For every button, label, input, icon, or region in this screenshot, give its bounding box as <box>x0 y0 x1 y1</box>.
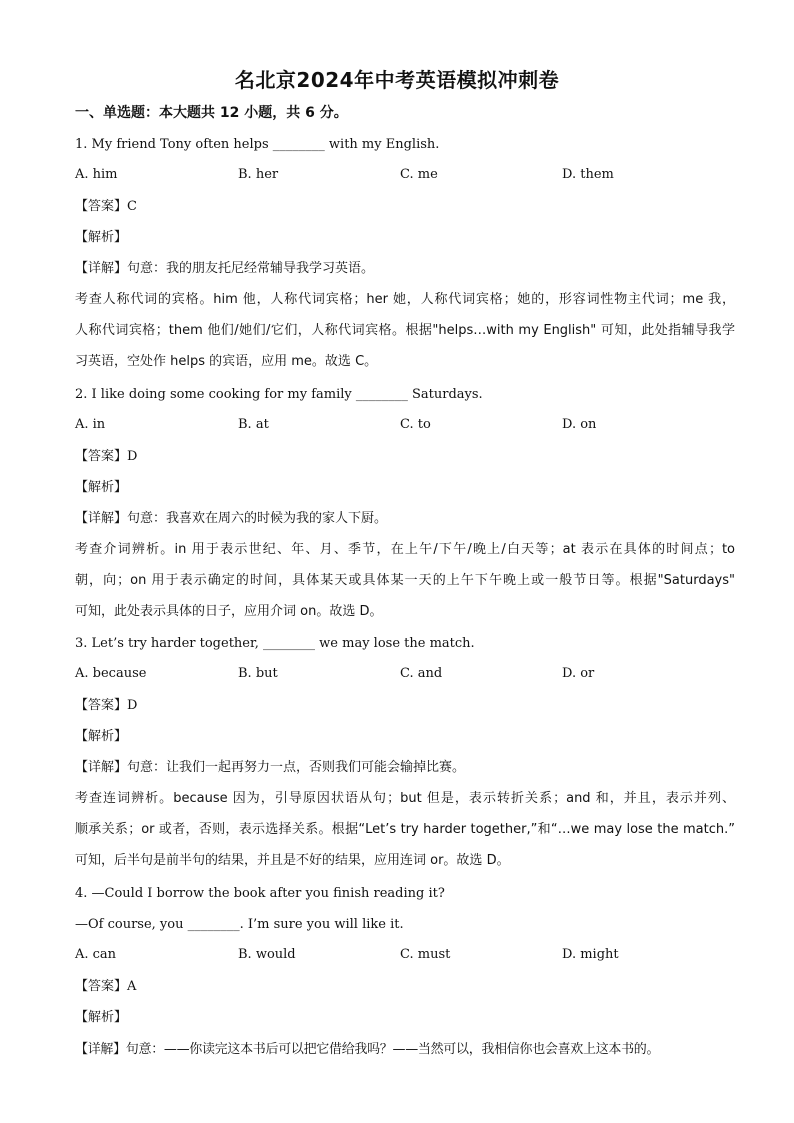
question-3-explain-line: 顺承关系；or 或者，否则，表示选择关系。根据“Let’s try harder together,”和“…we may lose the match.” <box>75 822 735 837</box>
answer-label: 【答案】 <box>75 449 128 464</box>
answer-value: A <box>127 979 137 994</box>
question-4-stem: 4. —Could I borrow the book after you finish reading it? <box>75 886 445 901</box>
question-3-answer <box>75 697 735 715</box>
question-1-option-b: B. her <box>238 167 279 182</box>
question-1-stem: 1. My friend Tony often helps ________ with my English. <box>75 137 440 152</box>
question-2-analysis-label: 【解析】 <box>75 480 128 495</box>
question-3-explain-line: 可知，后半句是前半句的结果，并且是不好的结果，应用连词 or。故选 D。 <box>75 853 510 868</box>
answer-label: 【答案】 <box>75 979 128 994</box>
answer-value: D <box>127 698 138 713</box>
answer-value: C <box>127 199 137 214</box>
question-3-option-d: D. or <box>562 666 595 681</box>
question-4-option-c: C. must <box>400 947 451 962</box>
question-4-option-a: A. can <box>75 947 117 962</box>
question-2-explain-line: 考查介词辨析。in 用于表示世纪、年、月、季节，在上午/下午/晚上/白天等；at 表示在具体的时间点；to <box>75 542 735 557</box>
question-1-analysis-label: 【解析】 <box>75 230 128 245</box>
question-2-explain-line: 朝，向；on 用于表示确定的时间，具体某天或具体某一天的上午下午晚上或一般节日等。根据"Saturdays" <box>75 573 735 588</box>
question-2-explain-line: 可知，此处表示具体的日子，应用介词 on。故选 D。 <box>75 604 383 619</box>
question-1-option-d: D. them <box>562 167 614 182</box>
question-1-detail: 【详解】句意：我的朋友托尼经常辅导我学习英语。 <box>75 261 375 276</box>
question-3-explain-line: 考查连词辨析。because 因为，引导原因状语从句；but 但是，表示转折关系；and 和，并且，表示并列、 <box>75 791 735 806</box>
question-3-analysis-label: 【解析】 <box>75 729 128 744</box>
question-2-option-d: D. on <box>562 417 597 432</box>
page-title: 名北京2024年中考英语模拟冲刺卷 <box>234 68 560 92</box>
question-1-explain-line: 考查人称代词的宾格。him 他，人称代词宾格；her 她，人称代词宾格；她的，形容词性物主代词；me 我， <box>75 292 735 307</box>
question-4-answer <box>75 978 735 996</box>
question-2-option-c: C. to <box>400 417 431 432</box>
question-2-answer <box>75 448 735 466</box>
question-3-detail: 【详解】句意：让我们一起再努力一点，否则我们可能会输掉比赛。 <box>75 760 466 775</box>
question-2-option-b: B. at <box>238 417 269 432</box>
question-1-option-c: C. me <box>400 167 438 182</box>
question-2-detail: 【详解】句意：我喜欢在周六的时候为我的家人下厨。 <box>75 511 388 526</box>
question-4-detail: 【详解】句意：——你读完这本书后可以把它借给我吗？——当然可以，我相信你也会喜欢上这本书的。 <box>75 1042 660 1057</box>
question-2-stem: 2. I like doing some cooking for my family ________ Saturdays. <box>75 387 483 402</box>
question-1-option-a: A. him <box>75 167 118 182</box>
question-3-option-c: C. and <box>400 666 443 681</box>
question-4-option-b: B. would <box>238 947 296 962</box>
question-3-option-a: A. because <box>75 666 147 681</box>
question-1-explain-line: 习英语，空处作 helps 的宾语，应用 me。故选 C。 <box>75 354 378 369</box>
question-1-explain-line: 人称代词宾格；them 他们/她们/它们，人称代词宾格。根据"helps…with my English" 可知，此处指辅导我学 <box>75 323 735 338</box>
answer-value: D <box>127 449 138 464</box>
question-4-stem-reply: —Of course, you ________. I’m sure you will like it. <box>75 917 404 932</box>
question-1-answer <box>75 198 735 216</box>
answer-label: 【答案】 <box>75 698 128 713</box>
answer-label: 【答案】 <box>75 199 128 214</box>
question-2-option-a: A. in <box>75 417 106 432</box>
section-heading: 一、单选题：本大题共 12 小题，共 6 分。 <box>75 105 348 121</box>
question-3-stem: 3. Let’s try harder together, ________ we may lose the match. <box>75 636 475 651</box>
question-3-option-b: B. but <box>238 666 278 681</box>
question-4-option-d: D. might <box>562 947 619 962</box>
question-4-analysis-label: 【解析】 <box>75 1010 128 1025</box>
